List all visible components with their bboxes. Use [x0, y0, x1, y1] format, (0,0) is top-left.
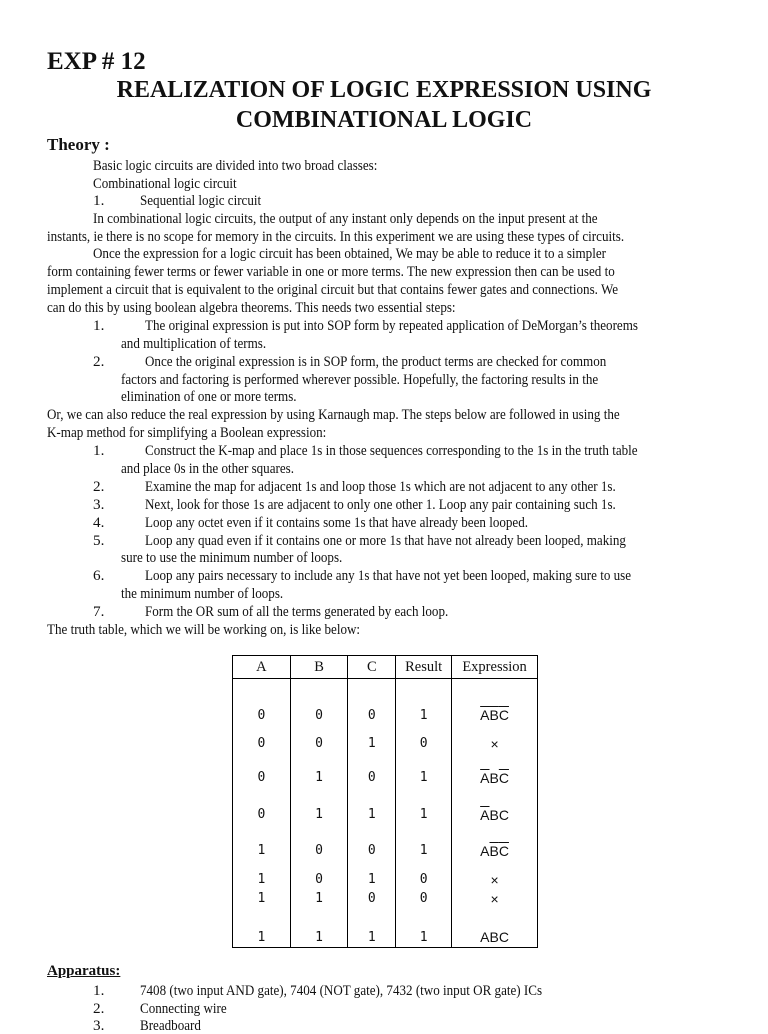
table-row	[233, 869, 538, 891]
theory-line: Combinational logic circuit	[93, 175, 237, 192]
cell-b: 0	[290, 833, 348, 869]
cell-result: 0	[396, 869, 452, 891]
table-row	[233, 679, 538, 729]
list-number: 4.	[93, 514, 105, 531]
expr-var: B	[489, 806, 499, 823]
theory-line: Once the expression for a logic circuit has been obtained, We may be able to reduce it to a simpler	[93, 245, 607, 262]
table-row	[233, 759, 538, 797]
theory-line: Examine the map for adjacent 1s and loop those 1s which are not adjacent to any other 1s.	[145, 478, 616, 495]
truth-table	[232, 655, 538, 948]
table-row	[233, 913, 538, 948]
cell-result: 1	[396, 797, 452, 833]
cell-c: 0	[348, 891, 396, 913]
list-number: 2.	[93, 478, 105, 495]
theory-line: Once the original expression is in SOP form, the product terms are checked for common	[145, 353, 607, 370]
cell-b: 1	[290, 913, 348, 948]
theory-line: Loop any pairs necessary to include any 1s that have not yet been looped, making sure to use	[145, 567, 632, 584]
cell-result: 1	[396, 679, 452, 729]
expr-var: B	[489, 769, 499, 786]
list-number: 1.	[93, 982, 105, 999]
expr-var: $\overline{A}$	[480, 806, 490, 823]
expr-var: $\overline{A}$	[480, 706, 490, 723]
cell-b: 0	[290, 729, 348, 759]
list-number: 1.	[93, 192, 105, 209]
cell-c: 1	[348, 913, 396, 948]
theory-line: implement a circuit that is equivalent to the original circuit but that contains fewer gates and connections. We	[47, 281, 619, 298]
cell-b: 0	[290, 679, 348, 729]
expr-var: $\overline{A}$	[480, 769, 490, 786]
cell-c: 0	[348, 679, 396, 729]
cell-expression	[452, 913, 538, 948]
cell-a: 1	[233, 833, 291, 869]
theory-line: Next, look for those 1s are adjacent to only one other 1. Loop any pair containing such 1s.	[145, 496, 616, 513]
expr-var: $\overline{C}$	[498, 706, 509, 723]
theory-line: The original expression is put into SOP form by repeated application of DeMorgan’s theorems	[145, 317, 638, 334]
list-number: 7.	[93, 603, 105, 620]
list-number: 6.	[93, 567, 105, 584]
apparatus-item: 7408 (two input AND gate), 7404 (NOT gate), 7432 (two input OR gate) ICs	[140, 982, 543, 999]
theory-line: Loop any octet even if it contains some 1s that have already been looped.	[145, 514, 529, 531]
expr-var: C	[498, 806, 509, 823]
cell-expression	[452, 679, 538, 729]
cell-c: 1	[348, 729, 396, 759]
theory-line: and multiplication of terms.	[121, 335, 267, 352]
theory-line: can do this by using boolean algebra theorems. This needs two essential steps:	[47, 299, 456, 316]
expr-var: A	[480, 842, 490, 859]
cell-b: 1	[290, 891, 348, 913]
theory-line: and place 0s in the other squares.	[121, 460, 295, 477]
list-number: 3.	[93, 1017, 105, 1034]
cell-expression: ×	[452, 891, 538, 913]
title-line-2: COMBINATIONAL LOGIC	[235, 107, 533, 133]
expr-var: $\overline{B}$	[489, 706, 499, 723]
theory-line: factors and factoring is performed wherever possible. Hopefully, the factoring results in the	[121, 371, 599, 388]
table-header-row	[233, 656, 538, 679]
cell-result: 1	[396, 833, 452, 869]
cell-result: 0	[396, 891, 452, 913]
title-line-1: REALIZATION OF LOGIC EXPRESSION USING	[116, 77, 652, 103]
cell-expression: ×	[452, 729, 538, 759]
cell-result: 1	[396, 913, 452, 948]
table-row	[233, 729, 538, 759]
cell-b: 1	[290, 797, 348, 833]
theory-line: instants, ie there is no scope for memory in the circuits. In this experiment we are using these types of circuits.	[47, 228, 625, 245]
list-number: 1.	[93, 442, 105, 459]
table-row	[233, 891, 538, 913]
cell-expression	[452, 759, 538, 797]
cell-expression	[452, 797, 538, 833]
list-number: 2.	[93, 1000, 105, 1017]
table-row	[233, 833, 538, 869]
theory-line: K-map method for simplifying a Boolean expression:	[47, 424, 327, 441]
list-number: 2.	[93, 353, 105, 370]
cell-a: 1	[233, 869, 291, 891]
theory-line: elimination of one or more terms.	[121, 388, 297, 405]
cell-expression	[452, 833, 538, 869]
cell-c: 1	[348, 797, 396, 833]
theory-line: Loop any quad even if it contains one or more 1s that have not already been looped, making	[145, 532, 626, 549]
list-number: 3.	[93, 496, 105, 513]
cell-a: 0	[233, 729, 291, 759]
cell-a: 0	[233, 679, 291, 729]
apparatus-item: Connecting wire	[140, 1000, 227, 1017]
cell-c: 0	[348, 759, 396, 797]
cell-a: 1	[233, 913, 291, 948]
header-expression: Expression	[452, 656, 538, 679]
theory-line: form containing fewer terms or fewer variable in one or more terms. The new expression then can be used to	[47, 263, 615, 280]
expr-var: B	[489, 929, 499, 945]
theory-line: Basic logic circuits are divided into two broad classes:	[93, 157, 378, 174]
cell-b: 0	[290, 869, 348, 891]
table-row	[233, 797, 538, 833]
apparatus-heading: Apparatus:	[47, 963, 121, 979]
cell-expression: ×	[452, 869, 538, 891]
theory-line: Sequential logic circuit	[140, 192, 262, 209]
theory-line: Form the OR sum of all the terms generated by each loop.	[145, 603, 449, 620]
theory-heading: Theory :	[47, 135, 110, 154]
expr-var: $\overline{C}$	[498, 842, 509, 859]
theory-line: Construct the K-map and place 1s in those sequences corresponding to the 1s in the truth table	[145, 442, 638, 459]
cell-a: 0	[233, 759, 291, 797]
experiment-number: EXP # 12	[47, 48, 146, 75]
theory-line: In combinational logic circuits, the output of any instant only depends on the input present at the	[93, 210, 598, 227]
expr-var: C	[498, 929, 509, 945]
cell-c: 0	[348, 833, 396, 869]
expr-var: $\overline{C}$	[498, 769, 509, 786]
expr-var: $\overline{B}$	[489, 842, 499, 859]
expr-var: A	[480, 929, 490, 945]
cell-a: 1	[233, 891, 291, 913]
list-number: 1.	[93, 317, 105, 334]
header-result: Result	[396, 656, 452, 679]
cell-result: 1	[396, 759, 452, 797]
header-c: C	[348, 656, 396, 679]
cell-b: 1	[290, 759, 348, 797]
cell-result: 0	[396, 729, 452, 759]
theory-line: the minimum number of loops.	[121, 585, 284, 602]
header-b: B	[290, 656, 348, 679]
header-a: A	[233, 656, 291, 679]
apparatus-item: Breadboard	[140, 1017, 201, 1034]
cell-c: 1	[348, 869, 396, 891]
cell-a: 0	[233, 797, 291, 833]
theory-line: Or, we can also reduce the real expression by using Karnaugh map. The steps below are followed in using the	[47, 406, 620, 423]
theory-line: sure to use the minimum number of loops.	[121, 549, 343, 566]
theory-line: The truth table, which we will be working on, is like below:	[47, 621, 361, 638]
list-number: 5.	[93, 532, 105, 549]
